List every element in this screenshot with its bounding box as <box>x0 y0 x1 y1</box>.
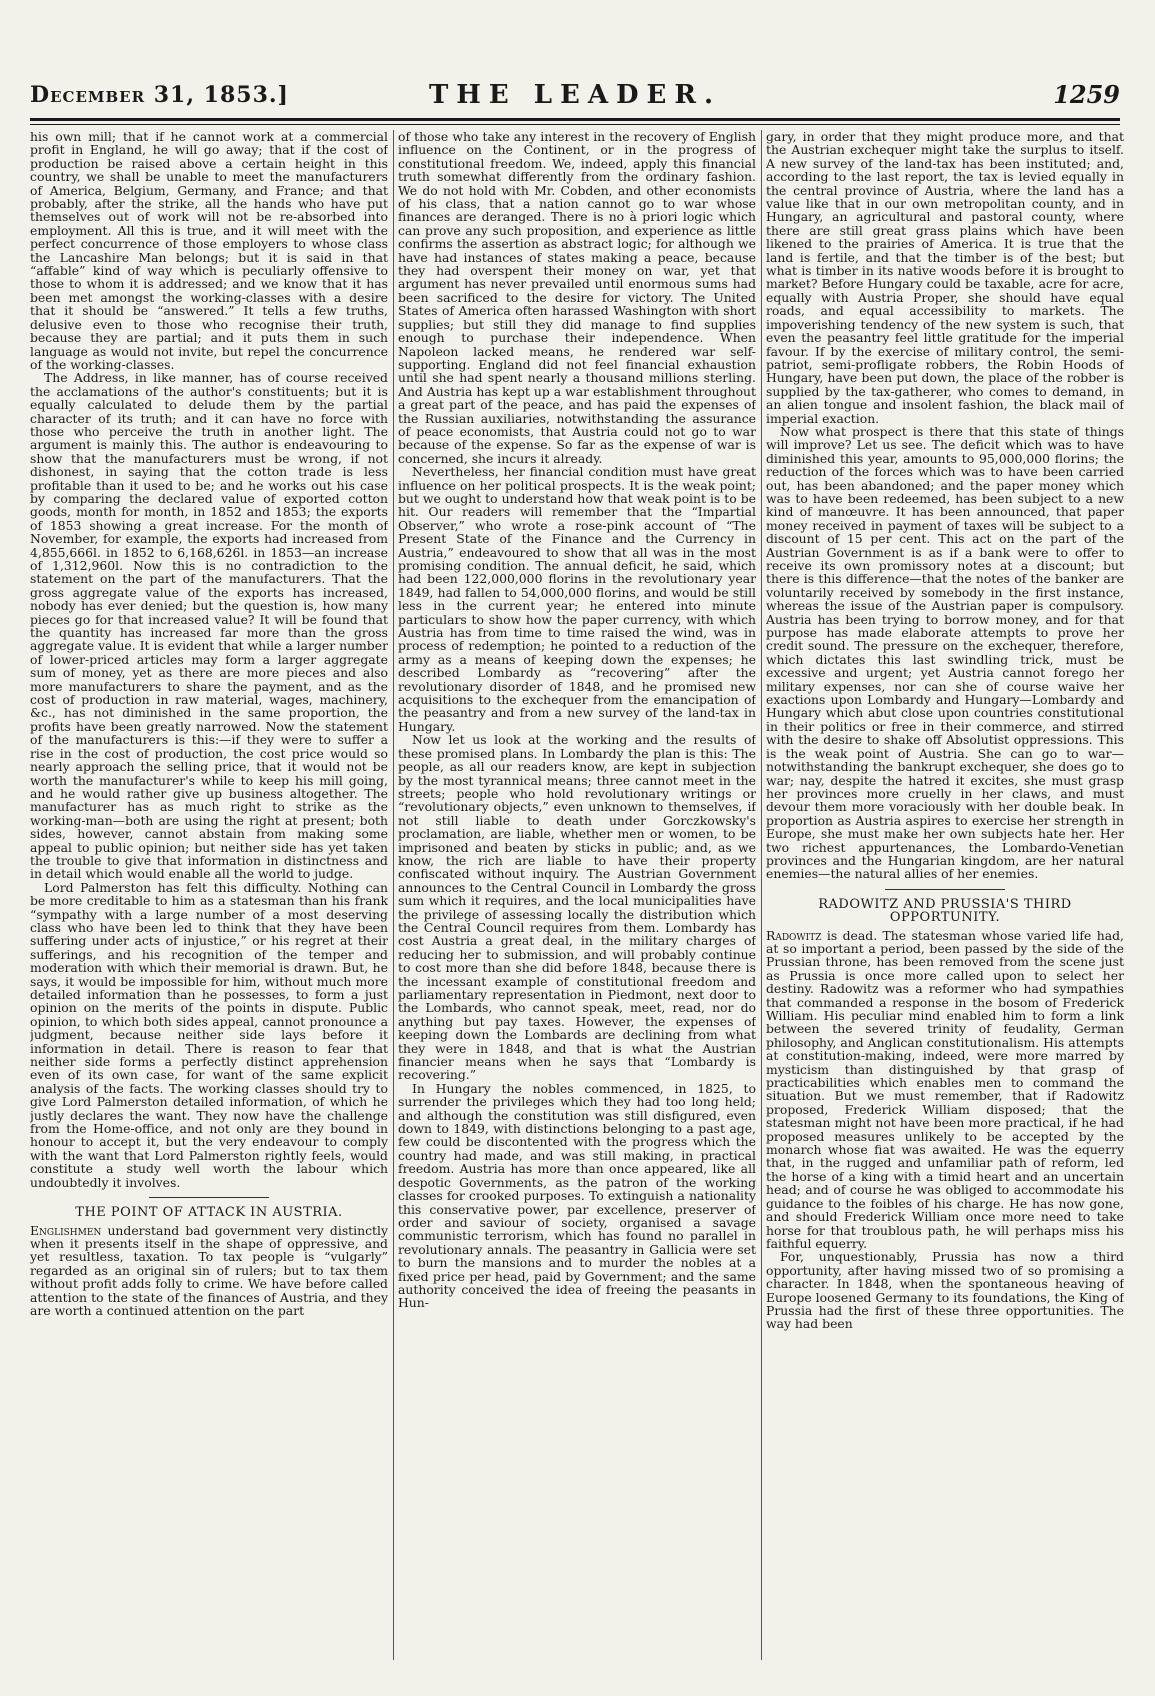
lead-word: Englishmen <box>30 1222 102 1238</box>
column-2 <box>398 130 756 1660</box>
paragraph: of those who take any interest in the recovery of English influence on the Continent, or in the progress of constitutional freedom. We, indeed, apply this financial truth somewhat differently from the ordinary fashion. We do not hold with Mr. Cobden, and other economists of his class, that a nation cannot go to war whose finances are deranged. There is no à priori logic which can prove any such proposition, and experience as little confirms the assertion as abstract logic; for although we have had instances of states making a peace, because they had overspent their money on war, yet that argument has never prevailed until enormous sums had been sacrificed to the desire for victory. The United States of America often harassed Washington with short supplies; but still they did manage to find supplies enough to purchase their independence. When Napoleon lacked means, he rendered war self-supporting. England did not feel financial exhaustion until she had spent nearly a thousand millions sterling. And Austria has kept up a war establishment throughout a great part of the peace, and has paid the expenses of the Russian auxiliaries, notwithstanding the assurance of peace economists, that Austria could not go to war because of the expense. So far as the expense of war is concerned, she incurs it already. <box>398 130 756 466</box>
paragraph: gary, in order that they might produce more, and that the Austrian exchequer might take the surplus to itself. A new survey of the land-tax has been instituted; and, according to the last report, the tax is levied equally in the central province of Austria, where the land has a value like that in our own metropolitan county, and in Hungary, an agricultural and pastoral county, where there are still great grass plains which have been likened to the prairies of America. It is true that the land is fertile, and that the timber is of the best; but what is timber in its native woods before it is brought to market? Before Hungary could be taxable, acre for acre, equally with Austria Proper, she should have equal roads, and equal accessibility to markets. The impoverishing tendency of the new system is such, that even the peasantry feel little gratitude for the imperial favour. If by the exercise of military control, the semi-patriot, semi-profligate robbers, the Robin Hoods of Hungary, have been put down, the place of the robber is supplied by the tax-gatherer, who comes to demand, in an alien tongue and insolent fashion, the black mail of imperial exaction. <box>766 130 1124 426</box>
column-divider <box>761 130 762 1660</box>
newspaper-title: THE LEADER. <box>428 80 722 110</box>
column-divider <box>393 130 394 1660</box>
paragraph-text: is dead. The statesman whose varied life had, at so important a period, been passed by the side of the Prussian throne, has been removed from the scene just as Prussia is once more called upon to select her destiny. Radowitz was a reformer who had sympathies that commanded a response in the bosom of Frederick William. His peculiar mind enabled him to form a link between the severed trinity of feudality, German philosophy, and Anglican constitutionalism. His attempts at constitution-making, indeed, were more marred by mysticism than distinguished by that grasp of practicabilities which enables men to command the situation. But we must remember, that if Radowitz proposed, Frederick William disposed; that the statesman might not have been more practical, if he had proposed measures unlikely to be accepted by the monarch whose fiat was awaited. He was the equerry that, in the rugged and unfamiliar path of reform, led the horse of a king with a timid heart and an uncertain head; and of course he was obliged to accommodate his guidance to the foibles of his charge. He has now gone, and should Frederick William once more need to take horse for that troublous path, he will perhaps miss his faithful equerry. <box>766 927 1124 1251</box>
paragraph: Now what prospect is there that this state of things will improve? Let us see. The deficit which was to have diminished this year, amounts to 95,000,000 florins; the reduction of the forces which was to have been carried out, has been abandoned; and the paper money which was to have been redeemed, has been subject to a new kind of manœuvre. It has been announced, that paper money received in payment of taxes will be subject to a discount of 15 per cent. This act on the part of the Austrian Government is as if a bank were to offer to receive its own promissory notes at a discount; but there is this difference—that the notes of the banker are voluntarily received by somebody in the first instance, whereas the issue of the Austrian paper is compulsory. Austria has been trying to borrow money, and for that purpose has made elaborate attempts to prove her credit sound. The pressure on the exchequer, therefore, which dictates this last swindling trick, must be excessive and urgent; yet Austria cannot forego her military expenses, nor can she of course waive her exactions upon Lombardy and Hungary—Lombardy and Hungary which abut close upon countries constitutional in their politics or free in their commerce, and stirred with the desire to shake off Absolutist oppressions. This is the weak point of Austria. She can go to war—notwithstanding the bankrupt exchequer, she does go to war; nay, despite the hatred it excites, she must grasp her provinces more cruelly in her claws, and must devour them more voraciously with her double beak. In proportion as Austria aspires to exercise her strength in Europe, she must make her own subjects hate her. Her two richest appurtenances, the Lombardo-Venetian provinces and the Hungarian kingdom, are her natural enemies—the natural allies of her enemies. <box>766 423 1124 882</box>
paragraph: his own mill; that if he cannot work at a commercial profit in England, he will go away; that if the cost of production be raised above a certain height in this country, we shall be unable to meet the manufacturers of America, Belgium, Germany, and France; and that probably, after the strike, all the hands who have put themselves out of work will not be re-absorbed into employment. All this is true, and it will meet with the perfect concurrence of those employers to whose class the Lancashire Man belongs; but it is said in that “affable” kind of way which is peculiarly offensive to those to whom it is addressed; and we know that it has been met amongst the working-classes with a desire that it should be “answered.” It tells a few truths, delusive even to those who recognise their truth, because they are partial; and it puts them in such language as would not invite, but repel the concurrence of the working-classes. <box>30 130 388 372</box>
column-3 <box>766 130 1124 1660</box>
column-1 <box>30 130 388 1660</box>
paragraph: For, unquestionably, Prussia has now a third opportunity, after having missed two of so promising a character. In 1848, when the spontaneous heaving of Europe loosened Germany to its foundations, the King of Prussia had the first of these three opportunities. The way had been <box>766 1249 1124 1332</box>
paragraph: Nevertheless, her financial condition must have great influence on her political prospects. It is the weak point; but we ought to understand how that weak point is to be hit. Our readers will remember that the “Impartial Observer,” who wrote a rose-pink account of “The Present State of the Finance and the Currency in Austria,” endeavoured to show that all was in the most promising condition. The annual deficit, he said, which had been 122,000,000 florins in the revolutionary year 1849, had fallen to 54,000,000 florins, and would be still less in the current year; he entered into minute particulars to show how the paper currency, with which Austria has from time to time raised the wind, was in process of redemption; he pointed to a reduction of the army as a means of keeping down the expenses; he described Lombardy as “recovering” after the revolutionary disorder of 1848, and he promised new acquisitions to the exchequer from the emancipation of the peasantry and from a new survey of the land-tax in Hungary. <box>398 464 756 734</box>
lead-word: Radowitz <box>766 927 822 943</box>
masthead <box>30 78 1120 114</box>
paragraph: The Address, in like manner, has of course received the acclamations of the author's constituents; but it is equally calculated to delude them by the partial character of its truth; and it can have no force with those who perceive the truth in another light. The argument is mainly this. The author is endeavouring to show that the manufacturers must be wrong, if not dishonest, in saying that the cotton trade is less profitable than it used to be; and he works out his case by comparing the declared value of exported cotton goods, month for month, in 1852 and 1853; the exports of 1853 showing a great increase. For the month of November, for example, the exports had increased from 4,855,666l. in 1852 to 6,168,626l. in 1853—an increase of 1,312,960l. Now this is no contradiction to the statement on the part of the manufacturers. That the gross aggregate value of the exports has increased, nobody has ever denied; but the question is, how many pieces go for that increased value? It will be found that the quantity has increased far more than the gross aggregate value. It is evident that while a larger number of lower-priced articles may form a larger aggregate sum of money, yet as there are more pieces and also more manufacturers to share the payment, and as the cost of production in raw material, wages, machinery, &c., has not diminished in the same proportion, the profits have been greatly narrowed. Now the statement of the manufacturers is this:—if they were to suffer a rise in the cost of production, the cost price would so nearly approach the selling price, that it would not be worth the manufacturer's while to keep his mill going, and he would rather give up business altogether. The manufacturer has as much right to strike as the working-man—both are using the right at present; both sides, however, cannot abstain from making some appeal to public opinion; but neither side has yet taken the trouble to give that information in distinctness and in detail which would enable all the world to judge. <box>30 370 388 882</box>
article-heading: THE POINT OF ATTACK IN AUSTRIA. <box>75 1205 343 1221</box>
paragraph: Lord Palmerston has felt this difficulty. Nothing can be more creditable to him as a statesman than his frank “sympathy with a large number of a most deserving class who have been led to think that they have been suffering under acts of injustice,” or his regret at their sufferings, and his recognition of the temper and moderation with which their memorial is drawn. But, he says, it would be impossible for him, without much more detailed information than he possesses, to form a just opinion on the merits of the points in dispute. Public opinion, to which both sides appeal, cannot pronounce a judgment, because neither side lays before it information in detail. There is reason to fear that neither side forms a perfectly distinct apprehension even of its own case, for want of the same explicit analysis of the facts. The working classes should try to give Lord Palmerston detailed information, of which he justly declares the want. They now have the challenge from the Home-office, and not only are they bound in honour to accept it, but the very endeavour to comply with the want that Lord Palmerston rightly feels, would constitute a study well worth the labour which undoubtedly it involves. <box>30 879 388 1190</box>
paragraph-text: understand bad government very distinctly when it presents itself in the shape of oppressive, and yet resultless, taxation. To tax people is “vulgarly” regarded as an original sin of rulers; but to tax them without profit adds folly to crime. We have before called attention to the state of the finances of Austria, and they are worth a continued attention on the part <box>30 1222 388 1318</box>
paragraph <box>30 1224 388 1318</box>
issue-date: December 31, 1853.] <box>30 82 289 108</box>
header-rule-thin <box>30 124 1120 125</box>
section-separator <box>885 889 1005 890</box>
header-rule-thick <box>30 118 1120 121</box>
page-number: 1259 <box>1053 80 1120 109</box>
article-heading: RADOWITZ AND PRUSSIA'S THIRD OPPORTUNITY. <box>818 896 1072 926</box>
paragraph <box>766 929 1124 1251</box>
paragraph: Now let us look at the working and the results of these promised plans. In Lombardy the plan is this: The people, as all our readers know, are kept in subjection by the most tyrannical means; three cannot meet in the streets; people who hold revolutionary writings or “revolutionary objects,” even unknown to themselves, if not still liable to death under Gorczkowsky's proclamation, are liable, whether men or women, to be imprisoned and beaten by sticks in public; and, as we know, the rich are liable to have their property confiscated without inquiry. The Austrian Government announces to the Central Council in Lombardy the gross sum which it requires, and the local municipalities have the privilege of assessing locally the distribution which the Central Council requires from them. Lombardy has cost Austria a great deal, in the military charges of reducing her to submission, and will probably continue to cost more than she did before 1848, because there is the incessant example of constitutional freedom and parliamentary representation in Piedmont, next door to the Lombards, who cannot speak, meet, read, nor do anything but pay taxes. However, the expenses of keeping down the Lombards are declining from what they were in 1848, and that is what the Austrian financier means when he says that “Lombardy is recovering.” <box>398 732 756 1083</box>
section-separator <box>149 1197 269 1198</box>
paragraph: In Hungary the nobles commenced, in 1825, to surrender the privileges which they had too long held; and although the constitution was still disfigured, even down to 1849, with distinctions belonging to a past age, few could be discontented with the progress which the country had made, and was still making, in practical freedom. Austria has more than once appeared, like all despotic Governments, as the patron of the working classes for crooked purposes. To extinguish a nationality this conservative power, par excellence, preserver of order and saviour of society, organised a savage communistic terrorism, which has found no parallel in revolutionary annals. The peasantry in Gallicia were set to burn the mansions and to murder the nobles at a fixed price per head, paid by Government; and the same authority conceived the idea of freeing the peasants in Hun- <box>398 1080 756 1311</box>
